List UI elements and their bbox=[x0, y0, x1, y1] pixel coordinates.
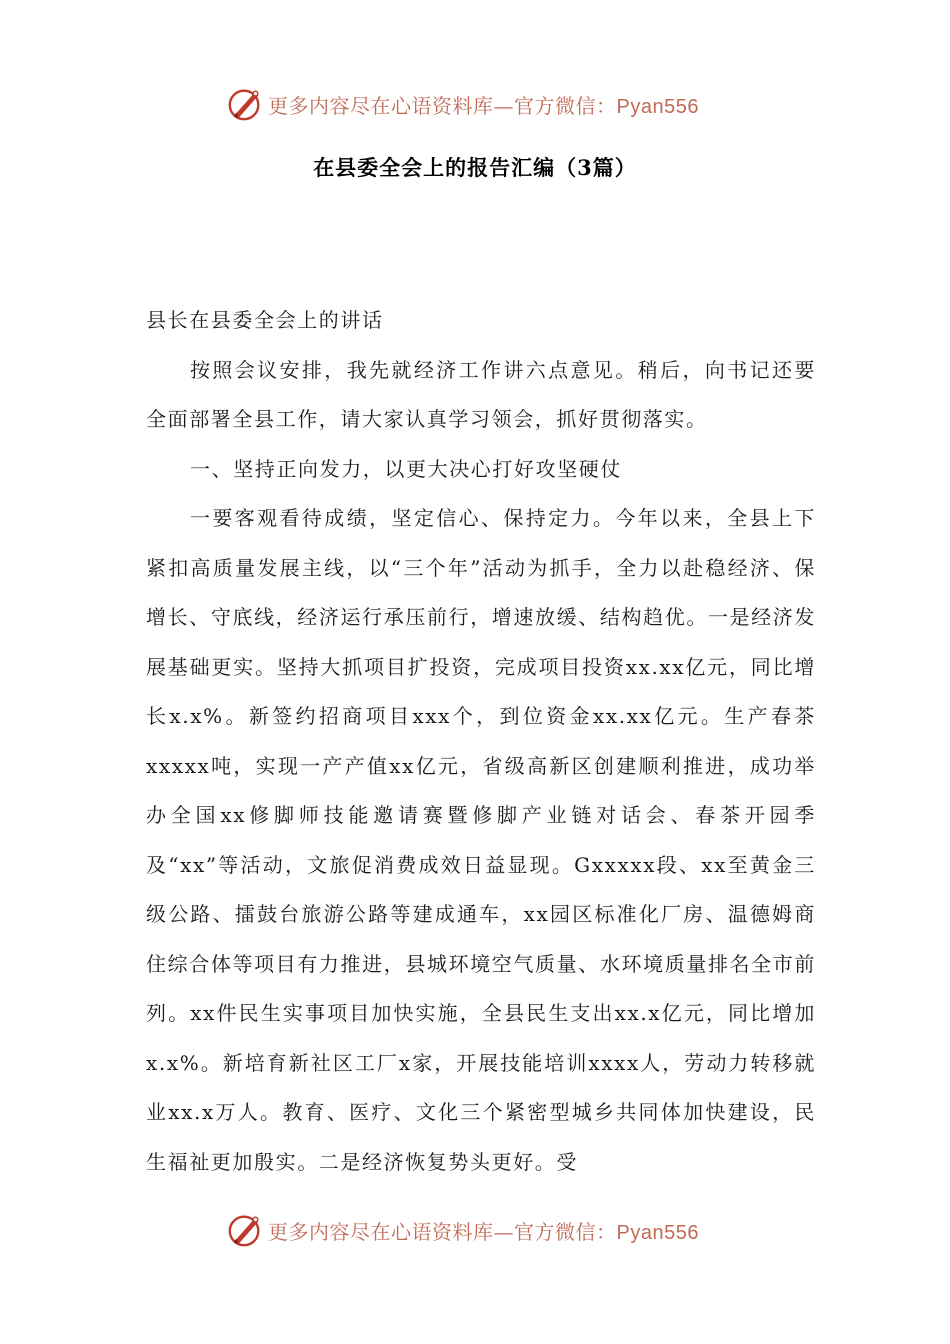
banner-wechat-id: Pyan556 bbox=[616, 95, 699, 118]
paragraph: 一要客观看待成绩，坚定信心、保持定力。今年以来，全县上下紧扣高质量发展主线，以“三个年”活动为抓手，全力以赴稳经济、保增长、守底线，经济运行承压前行，增速放缓、结构趋优。一是经济发展基础更实。坚持大抓项目扩投资，完成项目投资xx.xx亿元，同比增长x.x%。新签约招商项目xxx个，到位资金xx.xx亿元。生产春茶xxxxx吨，实现一产产值xx亿元，省级高新区创建顺利推进，成功举办全国xx修脚师技能邀请赛暨修脚产业链对话会、春茶开园季及“xx”等活动，文旅促消费成效日益显现。Gxxxxx段、xx至黄金三级公路、擂鼓台旅游公路等建成通车，xx园区标准化厂房、温德姆商住综合体等项目有力推进，县城环境空气质量、水环境质量排名全市前列。xx件民生实事项目加快实施，全县民生支出xx.x亿元，同比增加x.x%。新培育新社区工厂x家，开展技能培训xxxx人，劳动力转移就业xx.x万人。教育、医疗、文化三个紧密型城乡共同体加快建设，民生福祉更加殷实。二是经济恢复势头更好。受 bbox=[146, 506, 816, 1174]
footer-banner[interactable] bbox=[226, 1210, 746, 1250]
banner-text: 更多内容尽在心语资料库—官方微信： bbox=[268, 1219, 617, 1244]
banner-text: 更多内容尽在心语资料库—官方微信： bbox=[268, 93, 617, 118]
paragraph: 一、坚持正向发力，以更大决心打好攻坚硬仗 bbox=[190, 456, 622, 481]
document-title: 在县委全会上的报告汇编（3篇） bbox=[313, 155, 637, 180]
document-body bbox=[146, 296, 816, 1187]
pen-logo-icon bbox=[226, 85, 264, 123]
section-heading: 县长在县委全会上的讲话 bbox=[146, 308, 384, 332]
header-banner[interactable] bbox=[226, 84, 746, 124]
paragraph: 按照会议安排，我先就经济工作讲六点意见。稍后，向书记还要全面部署全县工作，请大家认真学习领会，抓好贯彻落实。 bbox=[146, 357, 816, 431]
pen-logo-icon bbox=[226, 1211, 264, 1249]
banner-wechat-id: Pyan556 bbox=[616, 1221, 699, 1244]
